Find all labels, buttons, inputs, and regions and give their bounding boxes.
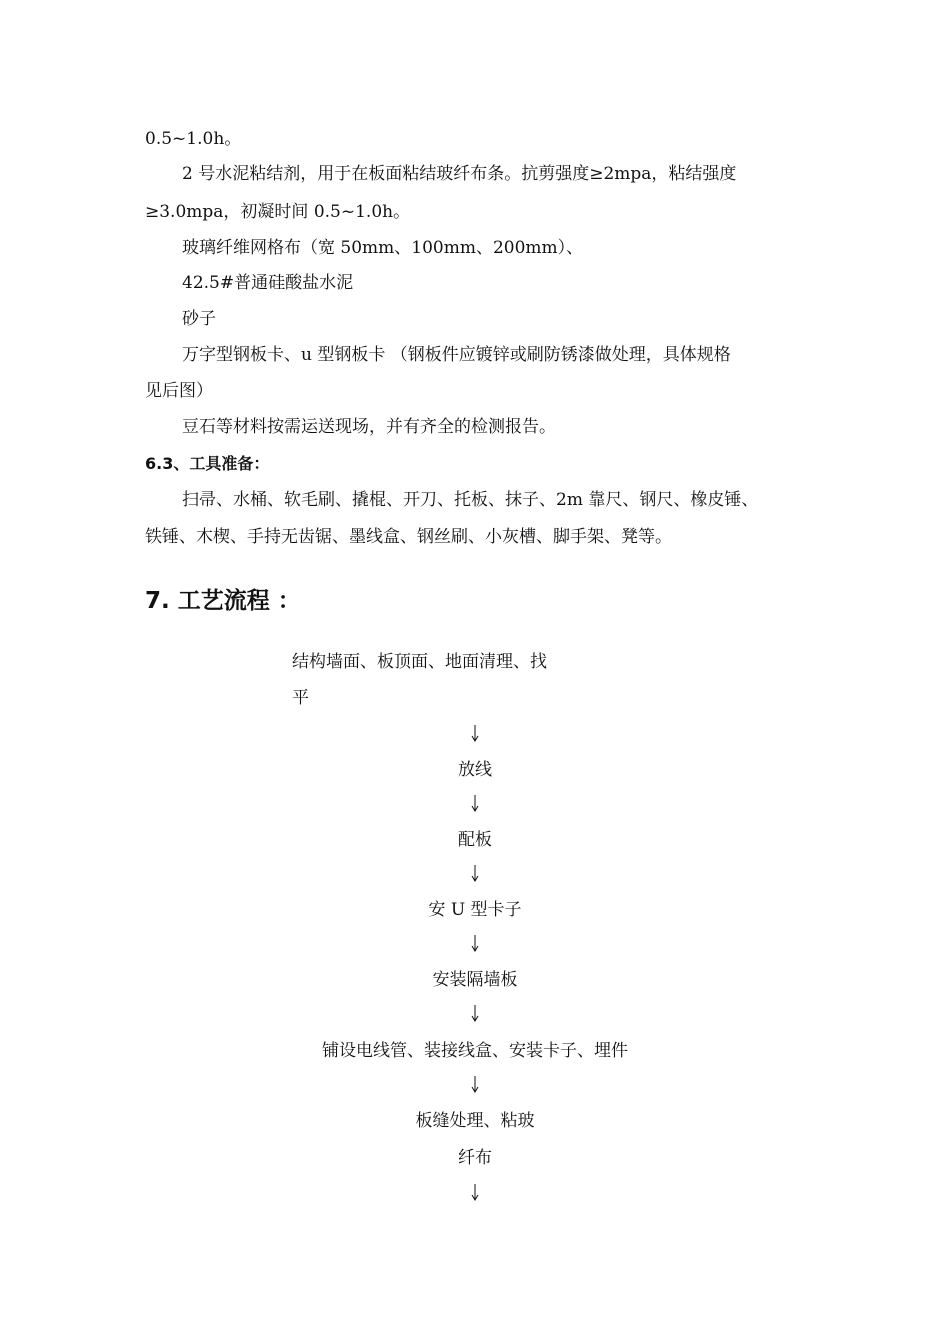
flow-step-6: 铺设电线管、装接线盒、安装卡子、埋件 (322, 1041, 628, 1061)
down-arrow-icon (470, 794, 480, 812)
down-arrow-icon (470, 724, 480, 742)
paragraph-line: 0.5~1.0h。 (145, 129, 242, 149)
flow-step-7: 板缝处理、粘玻 (415, 1111, 535, 1131)
paragraph-line: 砂子 (182, 309, 216, 329)
paragraph-line: 42.5#普通硅酸盐水泥 (182, 273, 354, 293)
section-heading-7: 7. 工艺流程 ： (145, 588, 301, 614)
paragraph-line: 2 号水泥粘结剂，用于在板面粘结玻纤布条。抗剪强度≥2mpa，粘结强度 (182, 164, 737, 184)
down-arrow-icon (470, 1004, 480, 1022)
paragraph-line: 玻璃纤维网格布（宽 50mm、100mm、200mm）、 (182, 238, 584, 258)
section-heading-6-3: 6.3、工具准备： (145, 454, 270, 473)
flow-step-7-cont: 纤布 (458, 1148, 492, 1168)
flow-step-3: 配板 (458, 830, 492, 850)
flow-step-5: 安装隔墙板 (432, 970, 518, 990)
flow-step-4: 安 U 型卡子 (428, 900, 522, 920)
flow-step-1: 结构墙面、板顶面、地面清理、找 (292, 652, 547, 672)
down-arrow-icon (470, 1075, 480, 1093)
flow-step-2: 放线 (458, 760, 492, 780)
down-arrow-icon (470, 934, 480, 952)
paragraph-line: 见后图） (145, 381, 213, 401)
paragraph-line: ≥3.0mpa，初凝时间 0.5~1.0h。 (145, 202, 411, 222)
down-arrow-icon (470, 864, 480, 882)
paragraph-line: 扫帚、水桶、软毛刷、撬棍、开刀、托板、抹子、2m 靠尺、钢尺、橡皮锤、 (182, 490, 759, 510)
paragraph-line: 铁锤、木楔、手持无齿锯、墨线盒、钢丝刷、小灰槽、脚手架、凳等。 (145, 527, 672, 547)
paragraph-line: 豆石等材料按需运送现场，并有齐全的检测报告。 (182, 417, 556, 437)
down-arrow-icon (470, 1183, 480, 1201)
flow-step-1-cont: 平 (292, 688, 309, 708)
paragraph-line: 万字型钢板卡、u 型钢板卡 （钢板件应镀锌或刷防锈漆做处理，具体规格 (182, 345, 731, 365)
